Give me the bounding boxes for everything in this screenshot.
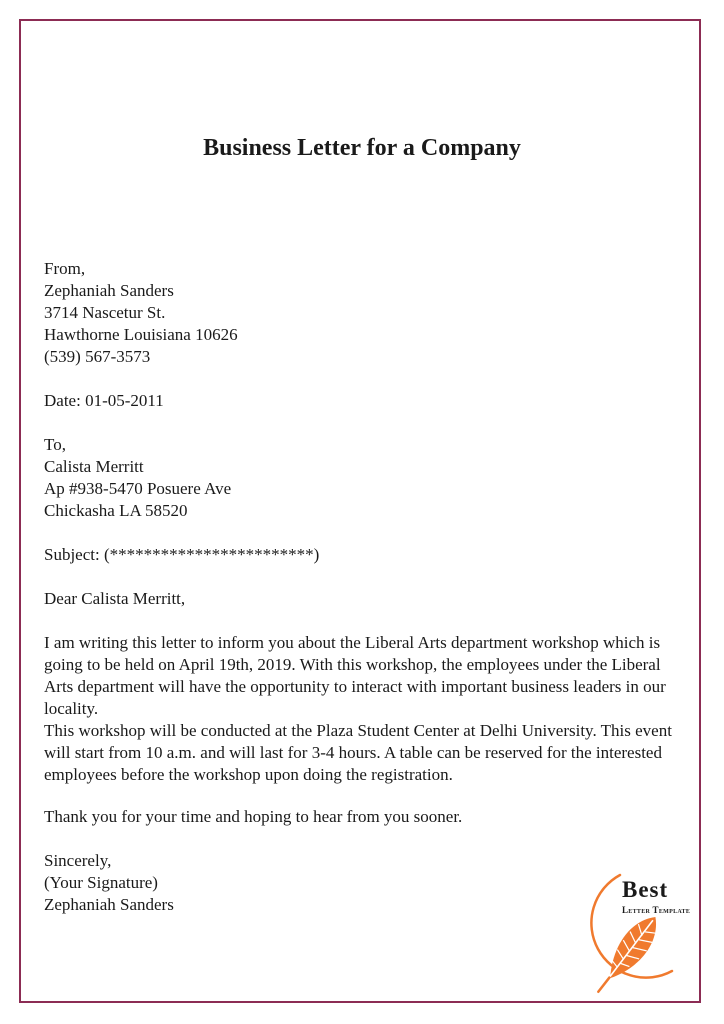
sender-phone: (539) 567-3573 xyxy=(44,347,151,366)
page-title: Business Letter for a Company xyxy=(203,135,521,161)
recipient-name: Calista Merritt xyxy=(44,457,144,476)
best-letter-template-logo xyxy=(562,869,712,999)
valediction: Sincerely, xyxy=(44,851,112,870)
salutation xyxy=(44,588,684,610)
logo-wordmark: Best xyxy=(622,877,669,902)
logo-tagline: Letter Template xyxy=(622,905,691,915)
recipient-city: Chickasha LA 58520 xyxy=(44,501,188,520)
closing-name: Zephaniah Sanders xyxy=(44,895,174,914)
thanks-line xyxy=(44,806,684,828)
sender-name: Zephaniah Sanders xyxy=(44,281,174,300)
to-label: To, xyxy=(44,435,66,454)
body-paragraph-2: This workshop will be conducted at the Plaza Student Center at Delhi University. This event will start from 10 a.m. and will last for 3-4 hours. A table can be reserved for the interested employees before the workshop upon doing the registration. xyxy=(44,721,672,784)
recipient-street: Ap #938-5470 Posuere Ave xyxy=(44,479,232,498)
recipient-address-block xyxy=(44,434,684,522)
from-label: From, xyxy=(44,259,86,278)
letter-subject: Subject: (************************) xyxy=(44,545,320,564)
sender-street: 3714 Nascetur St. xyxy=(44,303,166,322)
body-paragraph-1: I am writing this letter to inform you about the Liberal Arts department workshop which is going to be held on April 19th, 2019. With this workshop, the employees under the Liberal Arts department will have the opportunity to interact with important business leaders in our locality. xyxy=(44,633,666,718)
letter-date: Date: 01-05-2011 xyxy=(44,391,164,410)
date-line xyxy=(44,390,684,412)
sender-city: Hawthorne Louisiana 10626 xyxy=(44,325,238,344)
signature-placeholder: (Your Signature) xyxy=(44,873,158,892)
thanks-text: Thank you for your time and hoping to hear from you sooner. xyxy=(44,807,463,826)
letter-body xyxy=(44,632,684,786)
salutation-text: Dear Calista Merritt, xyxy=(44,589,186,608)
sender-address-block xyxy=(44,258,684,368)
subject-line xyxy=(44,544,684,566)
